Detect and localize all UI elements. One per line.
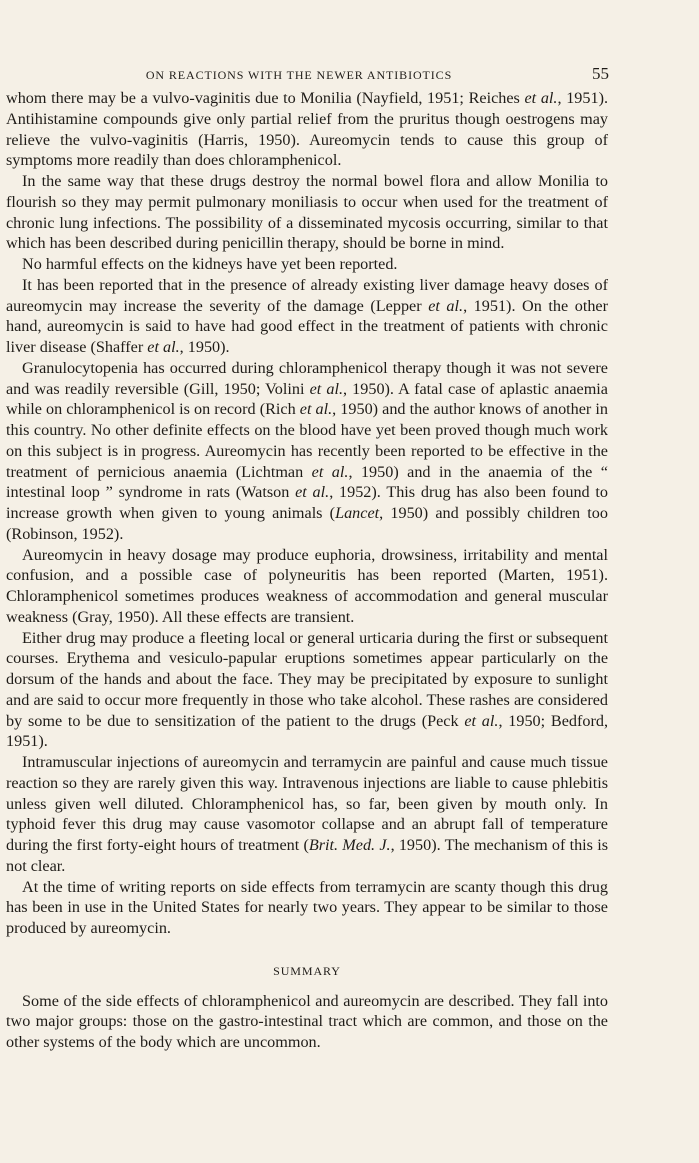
text-run: In the same way that these drugs destroy the normal bowel flora and allow Monilia to flourish so they may permit pulmonary moniliasis to occur when used for the treatment of chronic lung infections. The possibility of a disseminated mycosis occurring, similar to that which has been described during penicillin therapy, should be borne in mind. [6,172,608,253]
italic-run: et al. [147,338,180,356]
paragraph [6,171,608,254]
paragraph [6,88,608,171]
text-run: , 1951). Antihistamine compounds give only partial relief from the pruritus though oestrogens may relieve the vulvo-vaginitis (Harris, 1950). Aureomycin tends to cause this group of symptoms more readily than does chloramphenicol. [6,89,609,170]
italic-run: et al. [524,89,558,107]
running-title: ON REACTIONS WITH THE NEWER ANTIBIOTICS [145,68,453,82]
paragraph [6,752,608,877]
text-run: Intramuscular injections of aureomycin and terramycin are painful and cause much tissue reaction so they are rarely given this way. Intravenous injections are liable to cause phlebitis unless given well diluted. Chloramphenicol has, so far, been given by mouth only. In typhoid fever this drug may cause vasomotor collapse and an abrupt fall of temperature during the first forty-eight hours of treatment ( [6,753,608,854]
body-text [6,88,608,1052]
text-run: , 1950) and in the anaemia of the “ intestinal loop ” syndrome in rats (Watson [6,462,608,502]
italic-run: et al. [299,400,333,419]
paragraph [6,275,608,358]
italic-run: et al. [464,711,499,730]
italic-run: et al. [428,296,464,315]
text-run: , 1950; Bedford, 1951). [6,711,608,751]
paragraph [6,254,608,275]
page-number: 55 [592,64,609,83]
paragraph [6,628,608,753]
text-run: , 1950). The mechanism of this is not clear. [6,836,608,875]
text-run: whom there may be a vulvo-vaginitis due to Monilia (Nayfield, 1951; Reiches [6,89,525,107]
paragraph [6,358,608,545]
text-run: Aureomycin in heavy dosage may produce euphoria, drowsiness, irritability and mental confusion, and a possible case of polyneuritis has been reported (Marten, 1951). Chloramphenicol sometimes produces weakness of accommodation and general muscular weakness (Gray, 1950). All these effects are transient. [6,545,608,626]
italic-run: Brit. Med. J. [308,836,391,854]
summary-text: Some of the side effects of chloramphenicol and aureomycin are described. They fall into two major groups: those on the gastro-intestinal tract which are common, and those on the other systems of the body which are uncommon. [6,991,608,1051]
text-run: Either drug may produce a fleeting local or general urticaria during the first or subsequent courses. Erythema and vesiculo-papular eruptions sometimes appear particularly on the dorsum of the hands and about the face. They may be precipitated by exposure to sunlight and are said to occur more frequently in those who take alcohol. These rashes are considered by some to be due to sensitization of the patient to the drugs (Peck [6,628,608,730]
running-head [6,64,609,84]
italic-run: et al. [309,379,343,398]
text-run: , 1950) and possibly children too (Robinson, 1952). [6,504,608,543]
text-run: , 1950) and the author knows of another in this country. No other definite effects on the blood have yet been proved though much work on this subject is in progress. Aureomycin has recently been reported to be effective in the treatment of pernicious anaemia (Lichtman [6,400,608,481]
text-run: , 1952). This drug has also been found to increase growth when given to young animals ( [6,483,608,522]
text-run: Granulocytopenia has occurred during chloramphenicol therapy though it was not severe and was readily reversible (Gill, 1950; Volini [6,358,608,398]
paragraph [6,545,608,628]
summary-heading: SUMMARY [273,963,341,978]
italic-run: Lancet [335,504,380,522]
text-run: , 1950). A fatal case of aplastic anaemia while on chloramphenicol is on record (Rich [6,379,608,419]
italic-run: et al. [295,483,330,502]
text-run: , 1950). [179,338,230,356]
text-run: It has been reported that in the presence of already existing liver damage heavy doses of aureomycin may increase the severity of the damage (Lepper [6,275,608,315]
text-run: No harmful effects on the kidneys have yet been reported. [22,255,398,273]
text-run: At the time of writing reports on side effects from terramycin are scanty though this drug has been in use in the United States for nearly two years. They appear to be similar to those produced by aureomycin. [6,877,608,937]
italic-run: et al. [311,462,349,481]
text-run: , 1951). On the other hand, aureomycin is said to have had good effect in the treatment of patients with chronic liver disease (Shaffer [6,296,608,356]
paragraph [6,877,608,939]
